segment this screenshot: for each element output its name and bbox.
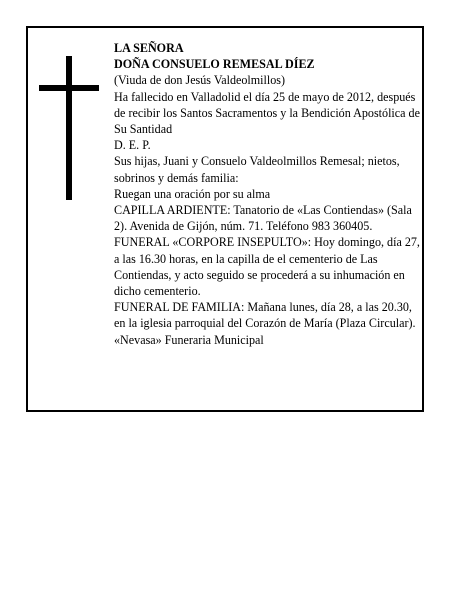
cross-horizontal-bar	[39, 85, 99, 91]
rip-text: D. E. P.	[114, 138, 151, 153]
widow-note: (Viuda de don Jesús Valdeolmillos)	[114, 73, 286, 88]
prayer-request: Ruegan una oración por su alma	[114, 186, 271, 201]
obituary-notice	[26, 26, 424, 412]
cross-vertical-bar	[66, 56, 72, 200]
family-members: Sus hijas, Juani y Consuelo Valdeolmillos Remesal; nietos, sobrinos y demás familia:	[114, 154, 400, 185]
family-funeral-info: FUNERAL DE FAMILIA: Mañana lunes, día 28, a las 20.30, en la iglesia parroquial del Corazón de María (Plaza Circular).	[114, 300, 416, 331]
notice-text	[114, 40, 422, 348]
chapel-info: CAPILLA ARDIENTE: Tanatorio de «Las Contiendas» (Sala 2). Avenida de Gijón, núm. 71. Teléfono 983 360405.	[114, 203, 412, 234]
cross-icon	[39, 56, 99, 200]
death-notice: Ha fallecido en Valladolid el día 25 de mayo de 2012, después de recibir los Santos Sacramentos y la Bendición Apostólica de Su Santidad	[114, 89, 420, 137]
deceased-name: DOÑA CONSUELO REMESAL DÍEZ	[114, 57, 315, 72]
notice-title: LA SEÑORA	[114, 41, 184, 55]
funeral-home: «Nevasa» Funeraria Municipal	[114, 332, 264, 347]
funeral-info: FUNERAL «CORPORE INSEPULTO»: Hoy domingo, día 27, a las 16.30 horas, en la capilla de el cementerio de Las Contiendas, y acto seguido se procederá a su inhumación en dicho cementerio.	[114, 235, 420, 299]
